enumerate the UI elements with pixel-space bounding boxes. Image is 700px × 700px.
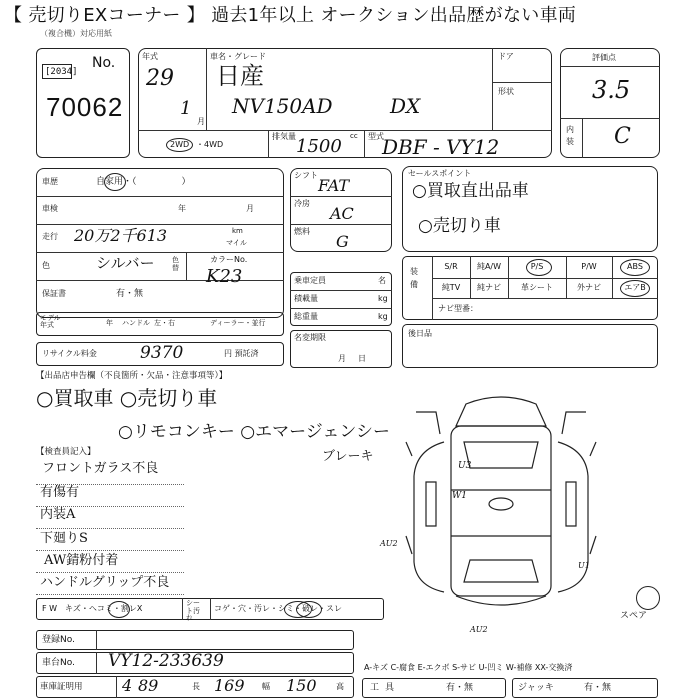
notes-line-2: ○リモコンキー ○エマージェンシー [118, 422, 390, 442]
drive-4wd: ・4WD [196, 140, 224, 149]
spare-tire-icon [636, 586, 660, 610]
inspector-line-3: 内装A [40, 507, 76, 522]
cert-unit-length: 長 [192, 682, 200, 691]
ac-value: AC [330, 204, 354, 223]
equip-abs-circle [620, 259, 650, 276]
gross-unit: kg [378, 312, 388, 321]
handle-options: 左・右 [154, 319, 175, 327]
mile-label: マイル [226, 239, 247, 247]
shift-value: FAT [318, 176, 350, 195]
registration-row [36, 630, 354, 650]
eval-label: 評価点 [592, 53, 616, 62]
sales-line-2: ○売切り車 [418, 216, 501, 236]
recycle-label: リサイクル料金 [42, 349, 97, 358]
inspector-line-1: フロントガラス不良 [42, 461, 159, 476]
equip-abs: ABS [627, 262, 643, 271]
gross-label: 総重量 [294, 312, 318, 321]
codes-sheet-label: シート汚れ [186, 599, 200, 623]
month-value: 1 [180, 98, 192, 119]
type-label: 型式 [368, 132, 384, 141]
model-year-label: モデル年式 [40, 314, 61, 329]
capacity-label: 乗車定員 [294, 276, 326, 285]
equip-airbag-circle [620, 280, 650, 297]
spare-label: スペア [620, 611, 648, 621]
inspector-header: 【検査員記入】 [36, 447, 96, 457]
year-value: 29 [146, 66, 174, 91]
codes-dent-circle [108, 601, 130, 618]
codes-items: コゲ・穴・汚レ・シミ・破レ・スレ [214, 604, 342, 613]
equip-airbag: エアB [624, 283, 646, 292]
equipment-label: 装備 [410, 267, 418, 289]
chassis-value: VY12-233639 [108, 651, 224, 671]
type-value: DBF - VY12 [382, 135, 500, 159]
grade-value: DX [390, 94, 421, 118]
equip-aw: 純A/W [476, 262, 502, 271]
ac-label: 冷房 [294, 199, 310, 208]
chassis-label: 車台No. [42, 658, 75, 668]
notes-line-3: ブレーキ [322, 449, 374, 464]
interior-score: C [614, 124, 631, 149]
cert-dim-1: 4 [122, 676, 133, 695]
name-change-unit: 月日 [338, 354, 378, 363]
recycle-value: 9370 [140, 343, 184, 363]
inspector-line-5: AW錆粉付着 [44, 553, 119, 568]
displacement-label: 排気量 [272, 132, 296, 141]
car-name-label: 車名・グレード [210, 52, 266, 61]
damage-w1: W1 [452, 491, 467, 501]
colorno-label: カラーNo. [210, 255, 248, 264]
equip-tv: 純TV [441, 283, 461, 292]
fuel-value: G [336, 232, 349, 251]
shape-label: 形状 [498, 87, 514, 96]
damage-au2-bottom: AU2 [470, 625, 488, 634]
displacement-value: 1500 [296, 136, 342, 157]
mileage-label: 走行 [42, 232, 58, 241]
warranty-options: 有・無 [116, 289, 144, 299]
lot-small-code: [2034] [45, 67, 78, 77]
equip-leather: 革シート [521, 283, 553, 292]
color-value: シルバー [96, 254, 155, 272]
codes-fw-label: F W キズ・ヘコミ・割レX [42, 604, 143, 613]
notes-line-1: ○買取車 ○売切り車 [36, 386, 218, 410]
cert-dim-2: 89 [138, 676, 159, 695]
banner-title: 【 売切りEXコーナー 】 過去1年以上 オークション出品歴がない車両 [4, 5, 577, 26]
reki-options: 自家用・（ ） [96, 177, 191, 187]
inspector-line-2: 有傷有 [40, 485, 80, 500]
codes-legend: A-キズ C-腐食 E-エクボ S-サビ U-凹ミ W-補修 XX-交換済 [364, 663, 573, 672]
jack-label: ジャッキ [518, 683, 554, 693]
colorno-value: K23 [206, 266, 243, 287]
jack-options: 有・無 [584, 683, 612, 693]
shaken-year-unit: 年 [178, 204, 186, 213]
model-value: NV150AD [232, 94, 333, 118]
door-label: ドア [498, 52, 514, 61]
name-change-label: 名変期限 [294, 333, 326, 342]
dealer-options: ディーラー・並行 [210, 319, 266, 327]
tools-label: 工具 [370, 683, 401, 693]
tools-options: 有・無 [446, 683, 474, 693]
reki-private-circle [104, 173, 126, 191]
cert-unit-width: 幅 [262, 682, 270, 691]
year-label: 年式 [142, 52, 158, 61]
drive-2wd-circled: 2WD [166, 138, 193, 152]
registration-label: 登録No. [42, 635, 75, 645]
notes-header: 【出品店申告欄（不良箇所・欠品・注意事項等）】 [36, 371, 228, 381]
lot-number: 70062 [46, 92, 124, 122]
garage-cert-label: 車庫証明用 [40, 682, 83, 692]
load-label: 積載量 [294, 294, 318, 303]
sales-line-1: ○買取直出品車 [412, 181, 529, 201]
cert-unit-height: 高 [336, 682, 344, 691]
eval-score: 3.5 [592, 76, 631, 104]
cert-dim-4: 150 [286, 676, 317, 695]
make-value: 日産 [216, 62, 264, 90]
equip-pw: P/W [581, 262, 597, 271]
sheet-label: （複合機）対応用紙 [40, 29, 112, 38]
color-change-label: 色替 [172, 256, 179, 273]
after-items-label: 後日品 [408, 329, 432, 338]
equip-ext-navi: 外ナビ [577, 283, 601, 292]
mileage-value: 20万2千613 [74, 226, 168, 245]
load-unit: kg [378, 294, 388, 303]
car-damage-diagram [396, 386, 606, 636]
codes-spot-circle [296, 601, 322, 618]
fuel-label: 燃料 [294, 227, 310, 236]
after-items-box [402, 324, 658, 368]
damage-u3: U3 [458, 461, 472, 471]
displacement-unit: cc [350, 132, 358, 140]
inspector-line-4: 下廻りS [40, 531, 88, 546]
shaken-month-unit: 月 [246, 204, 254, 213]
reki-label: 車歴 [42, 177, 58, 186]
navi-model-label: ナビ型番： [438, 304, 478, 313]
damage-u1: U1 [578, 561, 590, 570]
inspector-line-6: ハンドルグリップ不良 [40, 575, 170, 590]
handle-label: ハンドル [122, 319, 150, 327]
sales-point-box [402, 166, 658, 252]
interior-label: 内装 [566, 125, 574, 146]
km-label: km [232, 227, 243, 235]
shift-label: シフト [294, 171, 318, 180]
recycle-unit: 円 預託済 [224, 349, 259, 358]
cert-dim-3: 169 [214, 676, 245, 695]
capacity-unit: 名 [378, 276, 386, 285]
lot-no-label: No. [92, 55, 116, 71]
equip-sr: S/R [444, 262, 458, 271]
model-year-unit: 年 [106, 319, 113, 327]
damage-au2-side: AU2 [380, 539, 398, 548]
warranty-label: 保証書 [42, 289, 66, 298]
sales-point-label: セールスポイント [408, 169, 472, 178]
equip-navi: 純ナビ [477, 283, 501, 292]
shaken-label: 車検 [42, 204, 58, 213]
color-label: 色 [42, 261, 50, 270]
month-unit: 月 [197, 117, 205, 126]
equip-ps: P/S [530, 262, 544, 271]
equip-ps-circle [526, 259, 552, 276]
